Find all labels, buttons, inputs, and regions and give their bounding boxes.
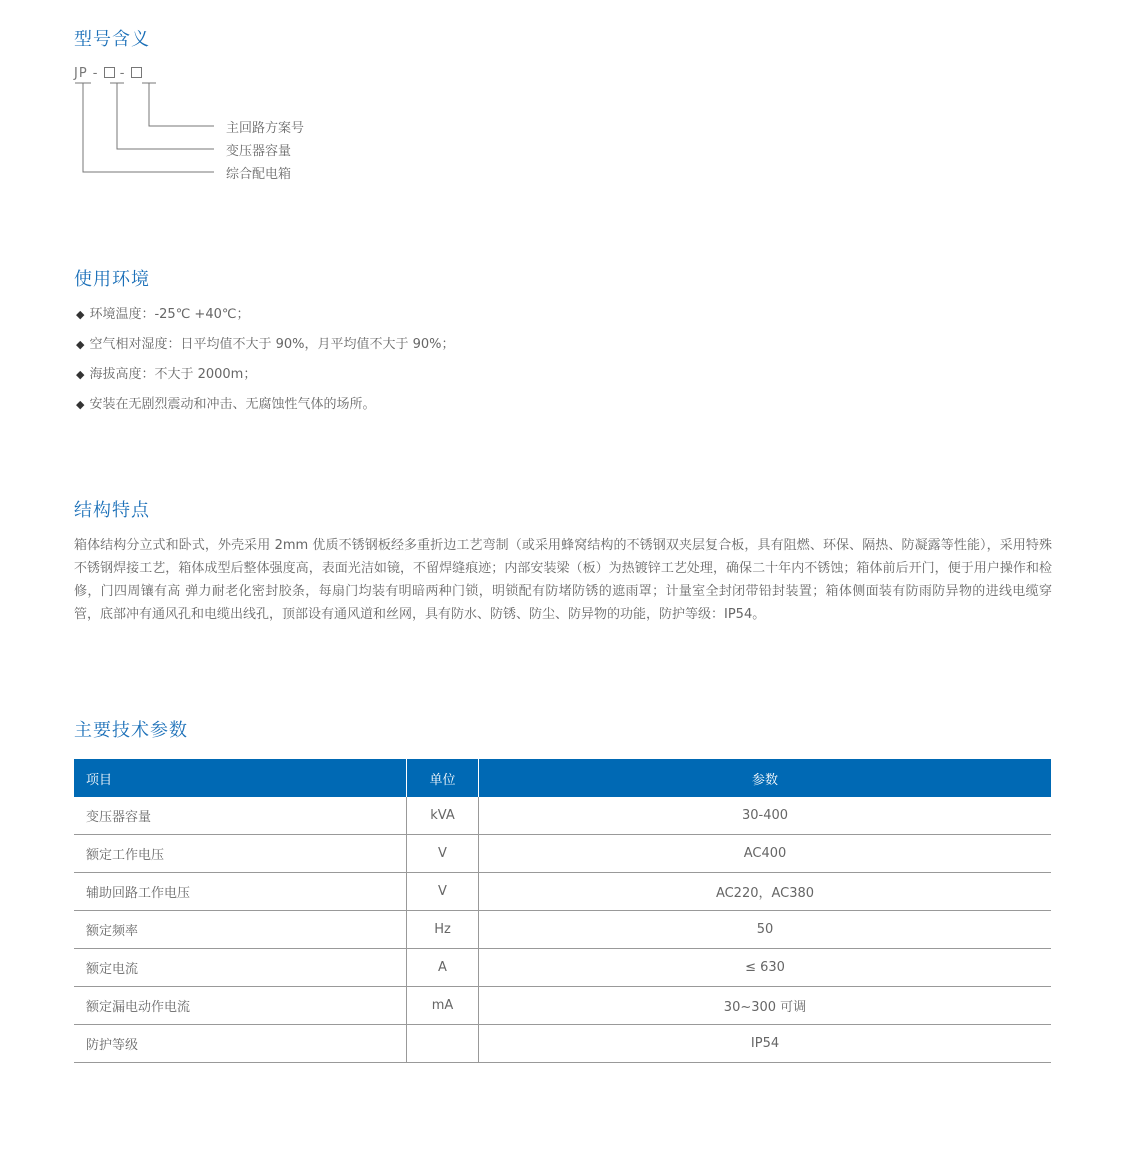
diamond-bullet-icon: ◆ bbox=[76, 338, 85, 351]
cell-item: 辅助回路工作电压 bbox=[74, 873, 407, 911]
cell-unit: A bbox=[407, 949, 479, 987]
cell-value: AC400 bbox=[479, 835, 1052, 873]
list-item bbox=[76, 335, 455, 365]
cell-unit bbox=[407, 1025, 479, 1063]
list-item-text: 海拔高度：不大于 2000m； bbox=[89, 367, 257, 382]
legend-distribution-box: 综合配电箱 bbox=[226, 167, 292, 182]
cell-item: 防护等级 bbox=[74, 1025, 407, 1063]
table-row bbox=[74, 949, 1051, 987]
cell-value: 50 bbox=[479, 911, 1052, 949]
cell-unit: Hz bbox=[407, 911, 479, 949]
environment-heading: 使用环境 bbox=[74, 269, 150, 290]
table-row bbox=[74, 1025, 1051, 1063]
table-row bbox=[74, 911, 1051, 949]
list-item bbox=[76, 395, 455, 425]
list-item-text: 环境温度：-25℃ +40℃； bbox=[89, 307, 250, 322]
cell-unit: V bbox=[407, 835, 479, 873]
table-row bbox=[74, 835, 1051, 873]
structure-heading: 结构特点 bbox=[74, 500, 150, 521]
column-header-value: 参数 bbox=[479, 759, 1052, 797]
cell-value: IP54 bbox=[479, 1025, 1052, 1063]
environment-list bbox=[76, 305, 455, 425]
cell-item: 额定工作电压 bbox=[74, 835, 407, 873]
table-row bbox=[74, 873, 1051, 911]
cell-value: ≤ 630 bbox=[479, 949, 1052, 987]
cell-item: 额定频率 bbox=[74, 911, 407, 949]
cell-value: 30-400 bbox=[479, 797, 1052, 835]
model-code-prefix: JP - bbox=[74, 66, 99, 81]
list-item bbox=[76, 365, 455, 395]
list-item bbox=[76, 305, 455, 335]
list-item-text: 安装在无剧烈震动和冲击、无腐蚀性气体的场所。 bbox=[89, 397, 376, 412]
table-header-row bbox=[74, 759, 1051, 797]
table-row bbox=[74, 987, 1051, 1025]
cell-item: 额定电流 bbox=[74, 949, 407, 987]
cell-unit: V bbox=[407, 873, 479, 911]
model-code-separator: - bbox=[119, 66, 126, 81]
specs-table bbox=[74, 759, 1051, 1063]
diamond-bullet-icon: ◆ bbox=[76, 368, 85, 381]
cell-unit: kVA bbox=[407, 797, 479, 835]
model-heading: 型号含义 bbox=[74, 29, 150, 50]
legend-main-circuit: 主回路方案号 bbox=[226, 121, 305, 136]
diamond-bullet-icon: ◆ bbox=[76, 398, 85, 411]
column-header-unit: 单位 bbox=[407, 759, 479, 797]
diamond-bullet-icon: ◆ bbox=[76, 308, 85, 321]
cell-item: 额定漏电动作电流 bbox=[74, 987, 407, 1025]
table-row bbox=[74, 797, 1051, 835]
column-header-item: 项目 bbox=[74, 759, 407, 797]
cell-item: 变压器容量 bbox=[74, 797, 407, 835]
cell-value: 30~300 可调 bbox=[479, 987, 1052, 1025]
cell-value: AC220，AC380 bbox=[479, 873, 1052, 911]
specs-heading: 主要技术参数 bbox=[74, 720, 188, 741]
model-bracket-diagram bbox=[0, 0, 1136, 220]
structure-paragraph: 箱体结构分立式和卧式，外壳采用 2mm 优质不锈钢板经多重折边工艺弯制（或采用蜂窝结构的不锈钢双夹层复合板，具有阻燃、环保、隔热、防凝露等性能），采用特殊不锈钢焊接工艺，箱体成型后整体强度高，表面光洁如镜，不留焊缝痕迹；内部安装梁（板）为热镀锌工艺处理，确保二十年内不锈蚀；箱体前后开门，便于用户操作和检修，门四周镶有高 弹力耐老化密封胶条，每扇门均装有明暗两种门锁，明锁配有防堵防锈的遮雨罩；计量室全封闭带铅封装置；箱体侧面装有防雨防异物的进线电缆穿管，底部冲有通风孔和电缆出线孔，顶部设有通风道和丝网，具有防水、防锈、防尘、防异物的功能，防护等级：IP54。 bbox=[74, 538, 1052, 622]
legend-transformer-capacity: 变压器容量 bbox=[226, 144, 292, 159]
list-item-text: 空气相对湿度：日平均值不大于 90%，月平均值不大于 90%； bbox=[89, 337, 455, 352]
cell-unit: mA bbox=[407, 987, 479, 1025]
